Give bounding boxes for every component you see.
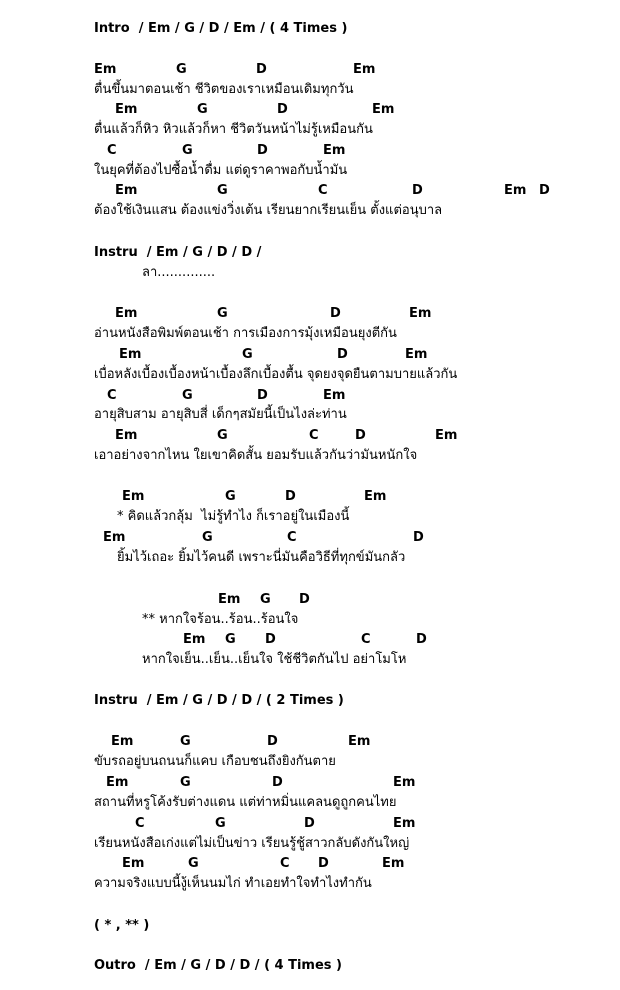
chord: D xyxy=(318,856,329,871)
lyric-line: ความจริงแบบนี้งู้เห็นนมไก่ ทำเอยทำใจทำไงทำกัน xyxy=(94,876,372,891)
chord-line xyxy=(0,182,550,200)
chord: Em xyxy=(348,734,371,749)
chord: Em xyxy=(353,62,376,77)
chord: Em xyxy=(382,856,405,871)
chord: D xyxy=(330,306,341,321)
chord: G xyxy=(182,143,193,158)
chord: Em xyxy=(111,734,134,749)
chord-line xyxy=(0,305,432,323)
chord: D xyxy=(265,632,276,647)
chord: Em xyxy=(103,530,126,545)
chord: Em xyxy=(106,775,129,790)
chord: C xyxy=(135,816,145,831)
chord-line xyxy=(0,855,405,873)
chord: C xyxy=(107,388,117,403)
chord: G xyxy=(180,734,191,749)
chord: D xyxy=(256,62,267,77)
chord: Em xyxy=(122,856,145,871)
chord: Em xyxy=(218,592,241,607)
chord: Em xyxy=(115,306,138,321)
chord: Em xyxy=(94,62,117,77)
lyric-line: หากใจเย็น..เย็น..เย็นใจ ใช้ชีวิตกันไป อย่าโมโห xyxy=(142,652,407,667)
chord: C xyxy=(361,632,371,647)
chord: Em xyxy=(393,775,416,790)
chord: Em xyxy=(393,816,416,831)
chord: Em xyxy=(405,347,428,362)
chord: G xyxy=(225,489,236,504)
chord: Em xyxy=(115,428,138,443)
chord-line xyxy=(0,631,427,649)
chord-line xyxy=(0,142,346,160)
chord: G xyxy=(188,856,199,871)
lyric-line: ตื่นขึ้นมาตอนเช้า ชีวิตของเราเหมือนเดิมทุกวัน xyxy=(94,82,354,97)
chord: Em xyxy=(504,183,527,198)
chord: D xyxy=(257,143,268,158)
chord: G xyxy=(217,183,228,198)
chord-line xyxy=(0,733,371,751)
chord: D xyxy=(272,775,283,790)
lyric-line: ขับรถอยู่บนถนนก็แคบ เกือบชนถึงยิงกันตาย xyxy=(94,754,336,769)
chord-line xyxy=(0,346,428,364)
chord: G xyxy=(197,102,208,117)
chord: C xyxy=(107,143,117,158)
chord: D xyxy=(267,734,278,749)
chord: G xyxy=(217,428,228,443)
chord: Em xyxy=(122,489,145,504)
lyric-line: ** หากใจร้อน..ร้อน..ร้อนใจ xyxy=(142,612,299,627)
chord: D xyxy=(416,632,427,647)
lyric-line: สถานที่หรูโค้งรับต่างแดน แต่ท่าหมิ่นแคลนดูถูกคนไทย xyxy=(94,795,397,810)
chord: Em xyxy=(183,632,206,647)
chord: C xyxy=(280,856,290,871)
chord-line xyxy=(0,101,395,119)
chord: D xyxy=(304,816,315,831)
chord: D xyxy=(413,530,424,545)
lyric-line: * คิดแล้วกลุ้ม ไม่รู้ทำไง ก็เราอยู่ในเมืองนี้ xyxy=(117,509,350,524)
lyric-line: ตื่นแล้วก็หิว หิวแล้วก็หา ชีวิตวันหน้าไม่รู้เหมือนกัน xyxy=(94,122,373,137)
chord: D xyxy=(412,183,423,198)
chord: Em xyxy=(119,347,142,362)
lyric-line: เอาอย่างจากไหน ใยเขาคิดสั้น ยอมรับแล้วกันว่ามันหนักใจ xyxy=(94,448,418,463)
lyric-line: ยิ้มไว้เถอะ ยิ้มไว้คนดี เพราะนี่มันคือวิธีที่ทุกข์มันกลัว xyxy=(117,550,406,565)
lyric-line: เรียนหนังสือเก่งแต่ไม่เป็นข่าว เรียนรู้ชู้สาวกลับดังกันใหญ่ xyxy=(94,836,410,851)
chord-line xyxy=(0,774,416,792)
lyric-line: ต้องใช้เงินแสน ต้องแข่งวิ่งเต้น เรียนยากเรียนเย็น ตั้งแต่อนุบาล xyxy=(94,203,443,218)
chord: Em xyxy=(364,489,387,504)
repeat-line: ( * , ** ) xyxy=(94,918,150,933)
chord: D xyxy=(355,428,366,443)
chord: G xyxy=(225,632,236,647)
chord-line xyxy=(0,488,387,506)
outro-line: Outro / Em / G / D / D / ( 4 Times ) xyxy=(94,958,342,973)
chord-line xyxy=(0,591,310,609)
chord: D xyxy=(285,489,296,504)
chord: G xyxy=(215,816,226,831)
chord: D xyxy=(539,183,550,198)
chord: Em xyxy=(323,388,346,403)
chord: D xyxy=(337,347,348,362)
chord: Em xyxy=(435,428,458,443)
chord-line xyxy=(0,387,346,405)
lyric-line: เบื่อหลังเบื้องเบื้องหน้าเบื้องลึกเบื้องตื้น จุดยงจุดยืนตามบายแล้วกัน xyxy=(94,367,458,382)
chord: Em xyxy=(323,143,346,158)
chord-line xyxy=(0,61,376,79)
chord: G xyxy=(217,306,228,321)
chord-line xyxy=(0,815,416,833)
lyric-line: อ่านหนังสือพิมพ์ตอนเช้า การเมืองการมุ้งเหมือนยุงตีกัน xyxy=(94,326,397,341)
chord-line xyxy=(0,427,458,445)
chord: G xyxy=(202,530,213,545)
chord: C xyxy=(309,428,319,443)
chord-line xyxy=(0,529,424,547)
chord: Em xyxy=(115,183,138,198)
instru-line: Instru / Em / G / D / D / ( 2 Times ) xyxy=(94,693,344,708)
chord: C xyxy=(287,530,297,545)
chord: G xyxy=(180,775,191,790)
chord: Em xyxy=(115,102,138,117)
chord: C xyxy=(318,183,328,198)
chord: G xyxy=(182,388,193,403)
chord: G xyxy=(242,347,253,362)
chord: G xyxy=(260,592,271,607)
intro-line: Intro / Em / G / D / Em / ( 4 Times ) xyxy=(94,21,348,36)
chord: D xyxy=(277,102,288,117)
chord: Em xyxy=(409,306,432,321)
instru-line: Instru / Em / G / D / D / xyxy=(94,245,262,260)
chord: Em xyxy=(372,102,395,117)
chord: D xyxy=(299,592,310,607)
lyric-line: ลา.............. xyxy=(142,265,216,280)
chord: G xyxy=(176,62,187,77)
lyric-line: อายุสิบสาม อายุสิบสี่ เด็กๆสมัยนี้เป็นไงล่ะท่าน xyxy=(94,407,347,422)
lyric-line: ในยุคที่ต้องไปซื้อน้ำดื่ม แต่ดูราคาพอกับน้ำมัน xyxy=(94,163,348,178)
chord: D xyxy=(257,388,268,403)
